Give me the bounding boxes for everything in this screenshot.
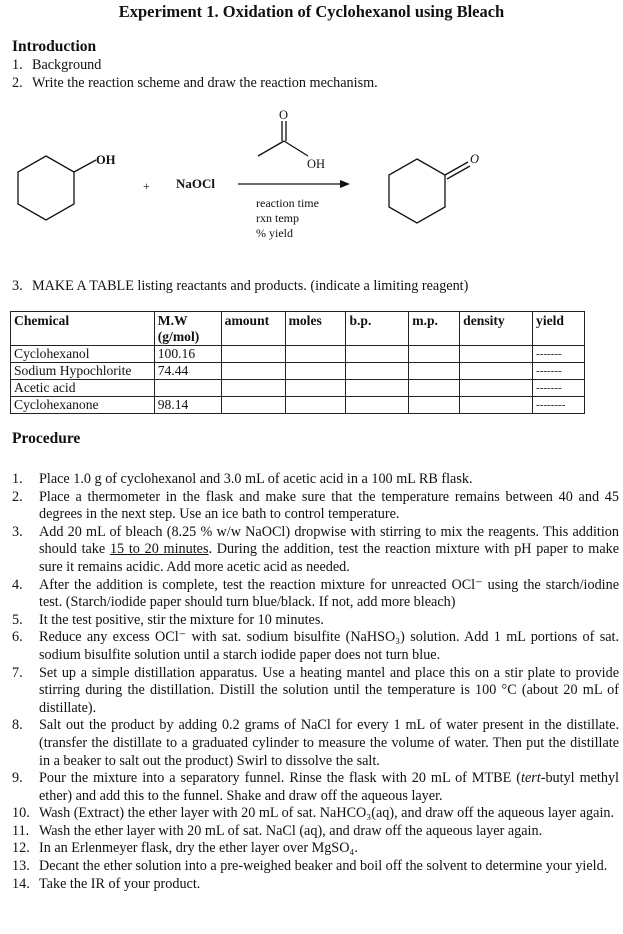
cyclohexanone-structure xyxy=(389,159,470,223)
procedure-step: 2. Place a thermometer in the flask and make sure that the temperature remains between 40 and 45 degrees in the next step. Use an ice bath to control temperature. xyxy=(12,488,619,523)
procedure-step: 4. After the addition is complete, test the reaction mixture for unreacted OCl⁻ using the starch/iodine test. (Starch/iodide paper should turn blue/black. If not, add more bleach) xyxy=(12,576,619,611)
condition-yield: % yield xyxy=(256,226,293,240)
header-mw: M.W (g/mol) xyxy=(154,312,221,346)
cell-chemical: Sodium Hypochlorite xyxy=(11,363,155,380)
acetic-acid-o-label: O xyxy=(279,108,289,122)
underlined-duration: 15 to 20 minutes xyxy=(109,541,209,558)
document-title: Experiment 1. Oxidation of Cyclohexanol using Bleach xyxy=(118,2,505,21)
procedure-step: 5. It the test positive, stir the mixture for 10 minutes. xyxy=(12,611,324,628)
table-row xyxy=(11,380,585,397)
reaction-arrow xyxy=(238,180,350,188)
italic-tert: tert xyxy=(521,770,541,787)
reaction-scheme xyxy=(0,100,623,260)
header-yield: yield xyxy=(533,312,585,346)
procedure-step: 7. Set up a simple distillation apparatus. Use a heating mantel and place this on a stir plate to provide stirring during the distillation. Distill the solution until the temperature is 100 °C (about 20 mL of distillate). xyxy=(12,664,619,716)
cell-mw: 98.14 xyxy=(154,397,221,414)
procedure-step: 9. Pour the mixture into a separatory funnel. Rinse the flask with 20 mL of MTBE (tert-butyl methyl ether) and add this to the funnel. Shake and draw off the aqueous layer. xyxy=(12,770,619,804)
header-chemical: Chemical xyxy=(11,312,155,346)
procedure-step: 3. Add 20 mL of bleach (8.25 % w/w NaOCl) dropwise with stirring to mix the reagents. This addition should take 15 to 20 minutes. During the addition, test the reaction mixture with pH paper to make sure it remains acidic. Add more acetic acid as needed. xyxy=(12,523,620,575)
header-density: density xyxy=(460,312,533,346)
procedure-step: 1. Place 1.0 g of cyclohexanol and 3.0 mL of acetic acid in a 100 mL RB flask. xyxy=(12,471,473,487)
cell-yield: -------- xyxy=(533,397,585,414)
table-row xyxy=(11,346,585,363)
header-bp: b.p. xyxy=(346,312,409,346)
procedure-step: 14. Take the IR of your product. xyxy=(12,875,201,892)
procedure-step: 12. In an Erlenmeyer flask, dry the ether layer over MgSO₄. xyxy=(12,840,358,857)
cell-yield: ------- xyxy=(533,346,585,363)
cell-chemical: Cyclohexanol xyxy=(11,346,155,363)
table-instruction: 3. MAKE A TABLE listing reactants and products. (indicate a limiting reagent) xyxy=(12,278,469,294)
header-mp: m.p. xyxy=(409,312,460,346)
procedure-steps xyxy=(12,471,619,893)
reactants-products-table xyxy=(10,311,585,414)
cell-chemical: Cyclohexanone xyxy=(11,397,155,414)
cell-chemical: Acetic acid xyxy=(11,380,155,397)
table-row xyxy=(11,397,585,414)
table-row xyxy=(11,363,585,380)
intro-item-scheme: 2. Write the reaction scheme and draw the reaction mechanism. xyxy=(12,75,378,91)
cyclohexanol-structure xyxy=(18,156,96,220)
header-amount: amount xyxy=(221,312,285,346)
cell-yield: ------- xyxy=(533,363,585,380)
plus-sign: + xyxy=(143,179,150,193)
cell-yield: ------- xyxy=(533,380,585,397)
condition-reaction-time: reaction time xyxy=(256,196,319,210)
procedure-step: 8. Salt out the product by adding 0.2 grams of NaCl for every 1 mL of water present in the distillate. (transfer the distillate to a graduated cylinder to measure the volume of water. Then put the distillate in a beaker to salt out the product) Swirl to dissolve the salt. xyxy=(12,717,619,769)
intro-item-background: 1. Background xyxy=(12,57,102,73)
cell-mw xyxy=(154,380,221,397)
table-header-row xyxy=(11,312,585,346)
procedure-step: 6. Reduce any excess OCl⁻ with sat. sodium bisulfite (NaHSO₃) solution. Add 1 mL portions of sat. sodium bisulfite solution until a starch iodide paper does not turn blue. xyxy=(12,629,619,663)
acetic-acid-oh-label: OH xyxy=(307,157,326,171)
procedure-step: 11. Wash the ether layer with 20 mL of sat. NaCl (aq), and draw off the aqueous layer again. xyxy=(12,822,543,839)
procedure-step: 10. Wash (Extract) the ether layer with 20 mL of sat. NaHCO₃(aq), and draw off the aqueous layer again. xyxy=(12,805,615,822)
header-moles: moles xyxy=(285,312,346,346)
introduction-heading: Introduction xyxy=(12,38,97,55)
naocl-label: NaOCl xyxy=(176,176,215,191)
condition-rxn-temp: rxn temp xyxy=(256,211,299,225)
cyclohexanone-o-label: O xyxy=(470,152,480,166)
cyclohexanol-oh-label: OH xyxy=(96,153,116,167)
procedure-step: 13. Decant the ether solution into a pre-weighed beaker and boil off the solvent to determine your yield. xyxy=(12,858,608,875)
cell-mw: 100.16 xyxy=(154,346,221,363)
acetic-acid-structure xyxy=(258,121,308,156)
procedure-heading: Procedure xyxy=(12,430,81,447)
cell-mw: 74.44 xyxy=(154,363,221,380)
